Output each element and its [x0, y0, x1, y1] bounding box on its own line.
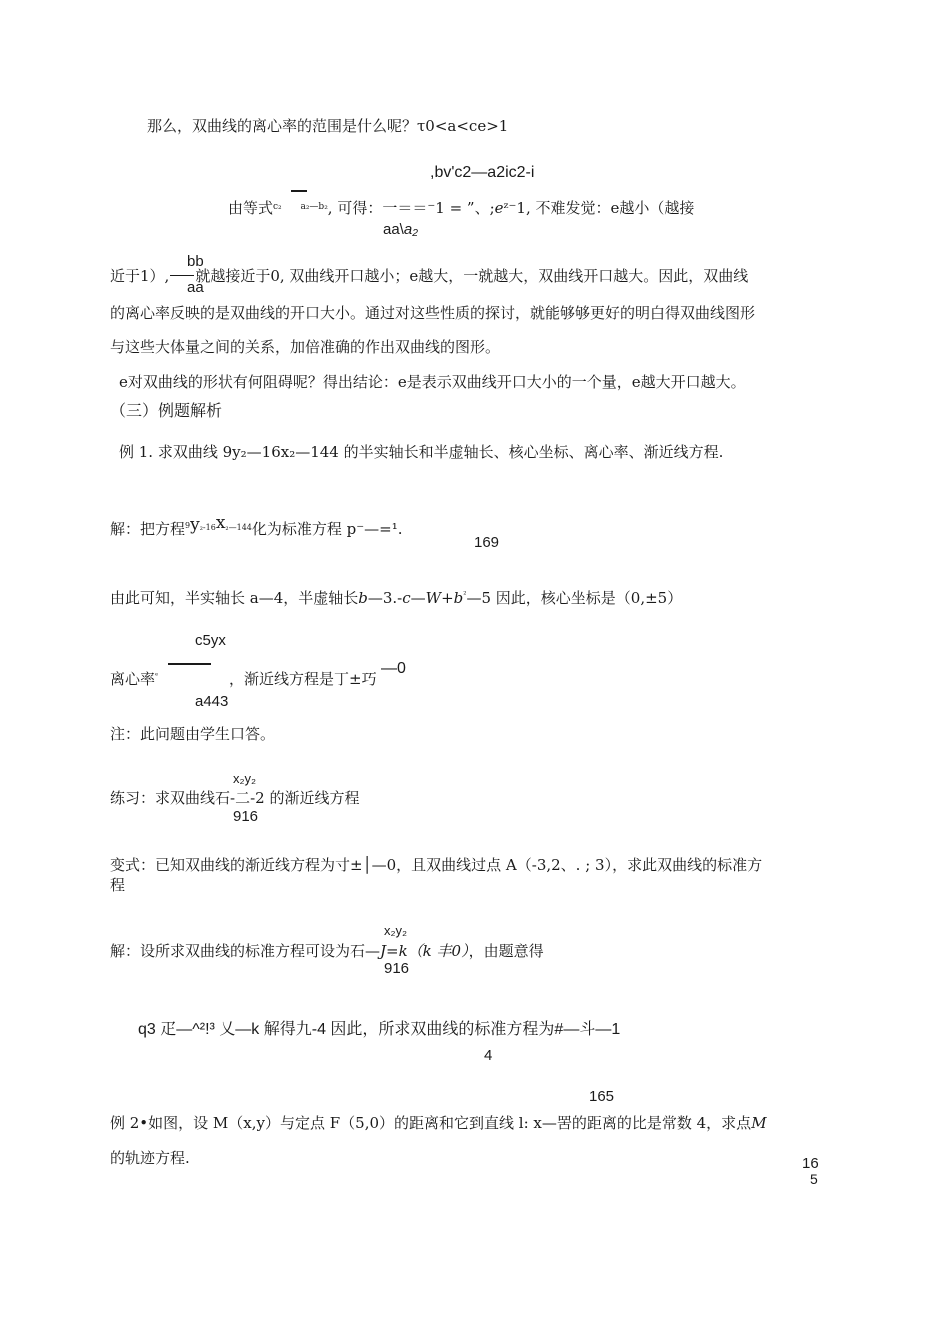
denominator: a443 — [195, 693, 229, 710]
fraction-bar — [170, 275, 194, 276]
variant-line-continued: 程 — [110, 876, 126, 894]
denominator: 916 — [233, 808, 259, 825]
text: 解：设所求双曲线的标准方程可设为石— — [110, 942, 381, 960]
denominator: 916 — [384, 960, 410, 977]
variable-e: e — [494, 199, 504, 217]
example-1: 例 1. 求双曲线 9y₂—16x₂—144 的半实轴长和半虚轴长、核心坐标、离心率、渐近线方程. — [119, 443, 724, 461]
text: — — [410, 589, 426, 607]
text: 离心率 — [110, 670, 156, 688]
text: W+b — [425, 589, 464, 607]
text: c — [402, 589, 411, 607]
subscript: a₂—b₂ — [300, 202, 328, 212]
numerator: x₂y₂ — [384, 923, 408, 938]
result-line — [110, 589, 682, 607]
paragraph-eccentricity-question: 那么，双曲线的离心率的范围是什么呢？τ0<a<ce>1 — [147, 117, 509, 135]
text: ₂-16 — [199, 523, 216, 532]
denominator: 169 — [474, 534, 500, 551]
text: —5 因此，核心坐标是（0,±5） — [466, 589, 683, 607]
text: , 可得：一＝＝ — [327, 199, 428, 217]
paragraph-line: 与这些大体量之间的关系，加倍准确的作出双曲线的图形。 — [110, 338, 501, 356]
denominator — [383, 221, 418, 239]
solution-line — [110, 513, 403, 538]
text: 由此可知，半实轴长 a—4，半虚轴长 — [110, 589, 359, 607]
denominator: aa — [187, 279, 204, 296]
section-heading: （三）例题解析 — [110, 401, 223, 420]
variant-line: 变式：已知双曲线的渐近线方程为寸±│—0，且双曲线过点 A（-3,2、. ; 3），求此双曲线的标准方 — [110, 856, 763, 874]
conclusion-line: e对双曲线的形状有何阻碍呢？得出结论：e是表示双曲线开口大小的一个量，e越大开口越大。 — [119, 373, 746, 391]
text: M — [751, 1114, 767, 1132]
text: a₂ — [403, 221, 418, 238]
fraction-numerator: 16 — [802, 1155, 819, 1172]
numerator: c5yx — [195, 632, 226, 649]
fraction-bar — [168, 663, 211, 665]
text: ₂—144 — [225, 523, 252, 532]
solution-equation-line: q3 疋—^²!³ 乂—k 解得九-4 因此，所求双曲线的标准方程为#—斗—1 — [138, 1021, 621, 1038]
equation-line — [228, 199, 694, 217]
example-2 — [110, 1114, 767, 1132]
text: 例 2•如图，设 M（x,y）与定点 F（5,0）的距离和它到直线 l: x—罟的距离的比是常数 4，求点 — [110, 1114, 752, 1132]
note-line: 注：此问题由学生口答。 — [110, 725, 276, 743]
text: 解：把方程 — [110, 520, 186, 538]
paragraph-line: 的离心率反映的是双曲线的开口大小。通过对这些性质的探讨，就能够够更好的明白得双曲线图形 — [110, 304, 756, 322]
text: ² — [463, 590, 467, 599]
subscript: c₂ — [273, 202, 282, 212]
text: ᶻ⁻1, 不难发觉：e越小（越接 — [503, 199, 695, 217]
text: ⁻1 = ”、; — [427, 199, 495, 217]
numerator: bb — [187, 253, 204, 270]
paragraph-line — [110, 267, 748, 285]
text: 就越接近于0, 双曲线开口越小；e越大，一就越大，双曲线开口越大。因此，双曲线 — [195, 267, 749, 285]
text: J=k（k 丰0） — [380, 942, 469, 960]
denominator: 4 — [484, 1047, 493, 1064]
eccentricity-line — [110, 670, 158, 688]
numerator: x₂y₂ — [233, 771, 257, 786]
text: y — [190, 515, 200, 535]
formula-line: ,bv'c2—a2ic2-i — [430, 164, 535, 181]
text: 化为标准方程 p⁻—=¹. — [251, 520, 403, 538]
text: 近于1）, — [110, 267, 170, 285]
text: ，由题意得 — [468, 942, 544, 960]
text: —3.- — [367, 589, 403, 607]
text: 9 — [185, 521, 191, 530]
fraction-bar — [291, 190, 307, 192]
text: ᵉ — [155, 671, 159, 680]
fraction-denominator: 5 — [810, 1171, 818, 1187]
text: 由等式 — [228, 199, 274, 217]
text: —0 — [381, 660, 406, 677]
solution-line — [110, 942, 544, 960]
exercise-line: 练习：求双曲线石-二-2 的渐近线方程 — [110, 789, 360, 807]
text: b — [358, 589, 368, 607]
text: x — [215, 513, 226, 533]
asymptote-text: ，渐近线方程是丁±巧 — [229, 670, 377, 688]
numerator: 165 — [589, 1088, 615, 1105]
text: aa\ — [383, 221, 404, 238]
example-2-continued: 的轨迹方程. — [110, 1149, 190, 1167]
